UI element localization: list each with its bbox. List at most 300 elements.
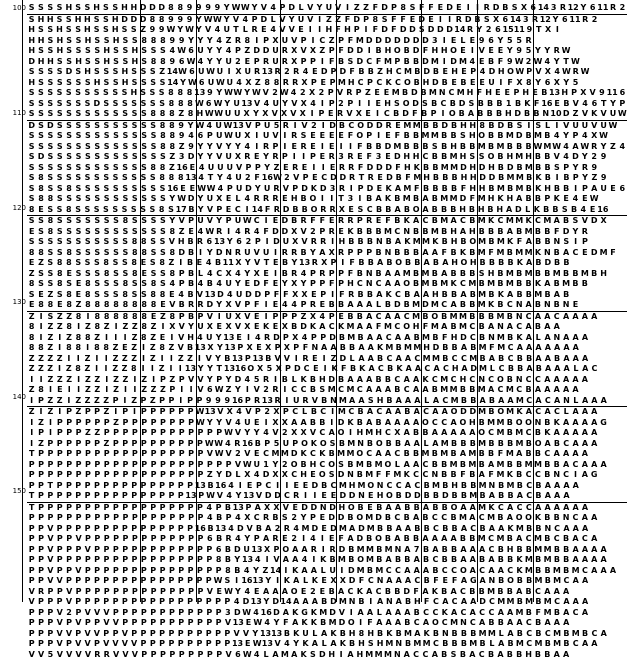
- grid-cell: A: [365, 375, 374, 385]
- grid-cell: P: [215, 428, 224, 438]
- grid-cell: Y: [205, 418, 214, 428]
- grid-cell: P: [64, 618, 73, 628]
- grid-cell: I: [74, 385, 83, 395]
- grid-cell: 9: [177, 121, 186, 131]
- grid-cell: V: [64, 629, 73, 639]
- grid-cell: B: [431, 503, 440, 513]
- grid-cell: B: [431, 173, 440, 183]
- grid-cell: P: [139, 566, 148, 576]
- grid-cell: Z: [46, 333, 55, 343]
- grid-cell: H: [421, 78, 430, 88]
- grid-cell: P: [74, 503, 83, 513]
- grid-cell: S: [130, 163, 139, 173]
- grid-cell: 4: [618, 142, 627, 152]
- grid-cell: B: [206, 524, 215, 534]
- grid-cell: X: [491, 15, 500, 25]
- grid-cell: P: [36, 608, 45, 618]
- grid-cell: Y: [196, 152, 205, 162]
- grid-cell: D: [514, 205, 523, 215]
- grid-cell: A: [562, 354, 571, 364]
- grid-cell: B: [496, 131, 505, 141]
- grid-cell: Z: [65, 312, 74, 322]
- grid-cell: I: [271, 248, 280, 258]
- grid-cell: I: [262, 555, 271, 565]
- grid-cell: K: [422, 629, 431, 639]
- grid-cell: A: [460, 364, 469, 374]
- grid-cell: N: [329, 396, 338, 406]
- grid-cell: P: [55, 524, 64, 534]
- grid-cell: H: [385, 67, 394, 77]
- grid-cell: Y: [225, 237, 234, 247]
- grid-cell: V: [92, 608, 101, 618]
- grid-cell: V: [111, 650, 120, 660]
- grid-cell: P: [250, 15, 259, 25]
- grid-cell: L: [523, 205, 532, 215]
- grid-cell: K: [292, 629, 301, 639]
- grid-cell: P: [244, 503, 253, 513]
- grid-row: [27, 354, 627, 365]
- grid-cell: 8: [371, 15, 380, 25]
- grid-cell: Y: [215, 88, 224, 98]
- grid-cell: X: [299, 428, 308, 438]
- grid-cell: F: [487, 343, 496, 353]
- grid-cell: 5: [46, 650, 55, 660]
- grid-cell: Z: [120, 354, 129, 364]
- grid-cell: A: [385, 576, 394, 586]
- grid-cell: I: [36, 322, 45, 332]
- grid-cell: M: [403, 67, 412, 77]
- grid-cell: B: [291, 205, 300, 215]
- grid-cell: P: [157, 639, 166, 649]
- grid-cell: P: [149, 555, 158, 565]
- grid-cell: V: [281, 184, 290, 194]
- grid-cell: M: [327, 385, 336, 395]
- grid-cell: B: [402, 142, 411, 152]
- grid-cell: H: [560, 88, 569, 98]
- grid-cell: Z: [149, 322, 158, 332]
- grid-cell: S: [46, 312, 55, 322]
- grid-cell: A: [320, 629, 329, 639]
- grid-cell: U: [271, 99, 280, 109]
- grid-cell: S: [139, 78, 148, 88]
- grid-cell: P: [318, 279, 327, 289]
- grid-cell: D: [157, 3, 166, 13]
- grid-cell: M: [469, 354, 478, 364]
- grid-cell: P: [291, 439, 300, 449]
- grid-row: [27, 629, 627, 640]
- grid-cell: P: [102, 629, 111, 639]
- grid-cell: H: [36, 36, 45, 46]
- grid-cell: D: [411, 99, 420, 109]
- grid-cell: A: [393, 608, 402, 618]
- grid-cell: P: [46, 618, 55, 628]
- grid-cell: M: [428, 88, 437, 98]
- grid-cell: P: [157, 524, 166, 534]
- grid-cell: 4: [251, 608, 260, 618]
- grid-cell: O: [355, 131, 364, 141]
- grid-cell: W: [253, 618, 262, 628]
- grid-cell: R: [252, 67, 261, 77]
- grid-cell: D: [64, 67, 73, 77]
- grid-cell: A: [543, 375, 552, 385]
- grid-cell: 2: [244, 237, 253, 247]
- grid-cell: H: [505, 194, 514, 204]
- grid-cell: A: [449, 216, 458, 226]
- grid-cell: O: [246, 364, 255, 374]
- grid-cell: S: [27, 142, 36, 152]
- grid-cell: K: [421, 375, 430, 385]
- grid-cell: P: [273, 343, 282, 353]
- grid-cell: B: [524, 439, 533, 449]
- grid-cell: B: [515, 470, 524, 480]
- grid-cell: S: [129, 25, 138, 35]
- grid-cell: E: [310, 67, 319, 77]
- grid-cell: D: [300, 184, 309, 194]
- grid-cell: X: [599, 216, 608, 226]
- grid-cell: C: [421, 650, 430, 660]
- grid-cell: B: [562, 258, 571, 268]
- grid-cell: Y: [215, 418, 224, 428]
- grid-cell: I: [36, 375, 45, 385]
- grid-cell: F: [532, 99, 541, 109]
- grid-cell: I: [176, 396, 185, 406]
- grid-cell: B: [421, 513, 430, 523]
- grid-cell: P: [195, 545, 204, 555]
- grid-cell: H: [73, 15, 82, 25]
- grid-cell: B: [515, 142, 524, 152]
- grid-cell: P: [355, 216, 364, 226]
- grid-cell: 9: [505, 57, 514, 67]
- grid-cell: E: [308, 142, 317, 152]
- row-number-label: 120: [0, 204, 26, 212]
- grid-cell: S: [64, 109, 73, 119]
- grid-cell: S: [120, 25, 129, 35]
- grid-cell: A: [525, 258, 534, 268]
- grid-cell: I: [27, 418, 36, 428]
- grid-cell: C: [302, 364, 311, 374]
- grid-cell: B: [496, 152, 505, 162]
- grid-cell: B: [478, 491, 487, 501]
- grid-cell: P: [215, 375, 224, 385]
- grid-cell: A: [393, 205, 402, 215]
- grid-cell: V: [46, 524, 55, 534]
- grid-cell: I: [252, 36, 261, 46]
- grid-cell: 8: [149, 279, 158, 289]
- grid-cell: M: [422, 354, 431, 364]
- grid-cell: S: [148, 258, 157, 268]
- grid-cell: E: [336, 227, 345, 237]
- grid-cell: C: [318, 36, 327, 46]
- grid-cell: B: [478, 524, 487, 534]
- grid-cell: H: [459, 121, 468, 131]
- grid-cell: P: [196, 534, 205, 544]
- grid-cell: 9: [223, 396, 232, 406]
- grid-cell: P: [92, 481, 101, 491]
- grid-cell: H: [83, 36, 92, 46]
- grid-cell: P: [196, 587, 205, 597]
- grid-cell: V: [261, 88, 270, 98]
- grid-cell: B: [336, 300, 345, 310]
- grid-cell: D: [233, 608, 242, 618]
- grid-cell: Y: [205, 375, 214, 385]
- grid-cell: 4: [252, 470, 261, 480]
- grid-cell: A: [440, 534, 449, 544]
- grid-cell: A: [402, 650, 411, 660]
- grid-cell: H: [468, 227, 477, 237]
- grid-cell: 8: [223, 566, 232, 576]
- grid-cell: C: [487, 597, 496, 607]
- grid-cell: Z: [27, 312, 36, 322]
- grid-cell: 8: [149, 36, 158, 46]
- grid-cell: P: [139, 629, 148, 639]
- grid-cell: A: [590, 418, 599, 428]
- grid-cell: A: [571, 576, 580, 586]
- grid-cell: P: [299, 57, 308, 67]
- grid-cell: B: [486, 227, 495, 237]
- grid-cell: S: [571, 216, 580, 226]
- grid-cell: I: [27, 439, 36, 449]
- grid-cell: D: [205, 300, 214, 310]
- grid-cell: 8: [74, 333, 83, 343]
- grid-cell: W: [224, 88, 233, 98]
- grid-cell: E: [234, 333, 243, 343]
- grid-cell: Z: [83, 396, 92, 406]
- grid-cell: M: [402, 194, 411, 204]
- grid-cell: P: [149, 513, 158, 523]
- grid-cell: C: [477, 608, 486, 618]
- grid-cell: B: [515, 481, 524, 491]
- grid-cell: E: [120, 343, 129, 353]
- grid-cell: P: [177, 269, 186, 279]
- grid-cell: X: [271, 418, 280, 428]
- grid-cell: A: [366, 343, 375, 353]
- grid-cell: Z: [167, 258, 176, 268]
- grid-cell: B: [506, 639, 515, 649]
- grid-cell: B: [431, 121, 440, 131]
- grid-cell: 4: [225, 290, 234, 300]
- grid-cell: A: [366, 354, 375, 364]
- grid-cell: 4: [252, 227, 261, 237]
- grid-cell: R: [308, 300, 317, 310]
- grid-cell: Y: [205, 248, 214, 258]
- grid-cell: S: [92, 237, 101, 247]
- grid-cell: K: [299, 375, 308, 385]
- grid-cell: R: [93, 650, 102, 660]
- grid-cell: A: [412, 566, 421, 576]
- grid-cell: D: [421, 300, 430, 310]
- grid-cell: M: [422, 639, 431, 649]
- grid-cell: P: [186, 460, 195, 470]
- grid-cell: 4: [242, 566, 251, 576]
- grid-cell: S: [139, 121, 148, 131]
- grid-cell: Z: [148, 354, 157, 364]
- grid-cell: 8: [262, 78, 271, 88]
- grid-cell: Z: [224, 385, 233, 395]
- grid-cell: Z: [46, 322, 55, 332]
- grid-cell: I: [336, 142, 345, 152]
- grid-cell: X: [255, 364, 264, 374]
- grid-cell: S: [148, 173, 157, 183]
- grid-cell: P: [195, 576, 204, 586]
- grid-row: [27, 375, 627, 386]
- grid-cell: S: [74, 194, 83, 204]
- grid-cell: A: [421, 194, 430, 204]
- grid-cell: S: [158, 78, 167, 88]
- grid-cell: H: [374, 428, 383, 438]
- grid-cell: M: [421, 449, 430, 459]
- grid-cell: P: [83, 449, 92, 459]
- grid-cell: M: [456, 88, 465, 98]
- grid-cell: 8: [166, 3, 175, 13]
- grid-cell: P: [46, 439, 55, 449]
- grid-cell: 8: [272, 78, 281, 88]
- grid-cell: V: [252, 99, 261, 109]
- grid-cell: C: [327, 322, 336, 332]
- grid-cell: 4: [579, 205, 588, 215]
- grid-cell: A: [393, 333, 402, 343]
- grid-cell: 2: [308, 227, 317, 237]
- grid-cell: P: [120, 618, 129, 628]
- grid-cell: B: [440, 545, 449, 555]
- grid-cell: P: [27, 639, 36, 649]
- grid-cell: 8: [27, 343, 36, 353]
- grid-cell: D: [309, 503, 318, 513]
- grid-cell: S: [93, 46, 102, 56]
- grid-cell: 13: [262, 396, 273, 406]
- grid-cell: P: [168, 587, 177, 597]
- grid-cell: X: [244, 78, 253, 88]
- grid-cell: H: [111, 36, 120, 46]
- grid-cell: P: [111, 597, 120, 607]
- grid-cell: S: [55, 88, 64, 98]
- grid-cell: 4: [196, 227, 205, 237]
- grid-cell: P: [130, 618, 139, 628]
- grid-cell: M: [458, 57, 467, 67]
- grid-cell: 13: [214, 237, 225, 247]
- grid-cell: 11: [607, 88, 618, 98]
- grid-cell: P: [186, 618, 195, 628]
- grid-cell: O: [385, 491, 394, 501]
- grid-cell: P: [83, 439, 92, 449]
- grid-cell: S: [308, 650, 317, 660]
- grid-cell: B: [525, 354, 534, 364]
- grid-cell: W: [214, 109, 223, 119]
- grid-cell: S: [299, 131, 308, 141]
- grid-cell: F: [365, 152, 374, 162]
- grid-cell: 8: [214, 555, 223, 565]
- grid-cell: X: [290, 46, 299, 56]
- grid-cell: 9: [477, 36, 486, 46]
- grid-cell: P: [253, 163, 262, 173]
- grid-cell: P: [149, 439, 158, 449]
- grid-cell: 8: [176, 173, 185, 183]
- grid-cell: I: [102, 354, 111, 364]
- grid-cell: B: [385, 396, 394, 406]
- grid-cell: B: [366, 67, 375, 77]
- grid-cell: A: [505, 608, 514, 618]
- grid-cell: B: [402, 513, 411, 523]
- grid-cell: K: [309, 184, 318, 194]
- grid-cell: U: [222, 25, 231, 35]
- grid-cell: C: [393, 375, 402, 385]
- grid-cell: Z: [111, 343, 120, 353]
- grid-cell: B: [336, 375, 345, 385]
- grid-cell: 8: [83, 333, 92, 343]
- grid-cell: F: [281, 290, 290, 300]
- grid-cell: B: [449, 449, 458, 459]
- grid-cell: A: [449, 608, 458, 618]
- grid-cell: 3: [336, 152, 345, 162]
- grid-cell: B: [280, 375, 289, 385]
- grid-cell: M: [478, 629, 487, 639]
- grid-cell: M: [403, 184, 412, 194]
- grid-cell: D: [441, 491, 450, 501]
- grid-cell: V: [281, 503, 290, 513]
- grid-cell: V: [55, 618, 64, 628]
- grid-cell: B: [441, 354, 450, 364]
- grid-cell: S: [55, 248, 64, 258]
- grid-row: [27, 618, 627, 629]
- grid-cell: Z: [363, 88, 372, 98]
- grid-cell: P: [167, 503, 176, 513]
- grid-cell: P: [120, 524, 129, 534]
- grid-cell: A: [421, 205, 430, 215]
- grid-cell: O: [281, 545, 290, 555]
- grid-cell: M: [496, 428, 505, 438]
- grid-cell: C: [459, 354, 468, 364]
- grid-cell: D: [299, 322, 308, 332]
- grid-cell: V: [270, 109, 279, 119]
- grid-cell: P: [299, 36, 308, 46]
- grid-cell: L: [374, 300, 383, 310]
- grid-cell: P: [148, 629, 157, 639]
- grid-cell: M: [449, 618, 458, 628]
- grid-cell: K: [458, 248, 467, 258]
- grid-cell: D: [393, 300, 402, 310]
- grid-cell: B: [223, 555, 232, 565]
- grid-cell: W: [243, 216, 252, 226]
- grid-cell: 4: [552, 67, 561, 77]
- grid-cell: Z: [261, 566, 270, 576]
- grid-cell: A: [590, 428, 599, 438]
- grid-cell: P: [177, 513, 186, 523]
- grid-cell: P: [149, 460, 158, 470]
- grid-cell: S: [111, 279, 120, 289]
- grid-cell: X: [282, 343, 291, 353]
- grid-cell: 8: [158, 131, 167, 141]
- grid-cell: S: [93, 279, 102, 289]
- grid-cell: K: [309, 618, 318, 628]
- grid-cell: P: [571, 131, 580, 141]
- grid-cell: B: [457, 109, 466, 119]
- grid-cell: S: [515, 121, 524, 131]
- grid-cell: B: [411, 194, 420, 204]
- grid-cell: Y: [205, 46, 214, 56]
- grid-cell: N: [319, 503, 328, 513]
- grid-cell: B: [186, 312, 195, 322]
- grid-cell: L: [571, 364, 580, 374]
- grid-cell: B: [562, 629, 571, 639]
- grid-cell: P: [167, 491, 176, 501]
- grid-cell: E: [552, 99, 561, 109]
- grid-cell: A: [562, 524, 571, 534]
- grid-cell: 8: [130, 269, 139, 279]
- grid-cell: S: [120, 109, 129, 119]
- grid-cell: S: [129, 205, 138, 215]
- grid-cell: R: [337, 163, 346, 173]
- grid-cell: 8: [149, 300, 158, 310]
- grid-cell: H: [36, 15, 45, 25]
